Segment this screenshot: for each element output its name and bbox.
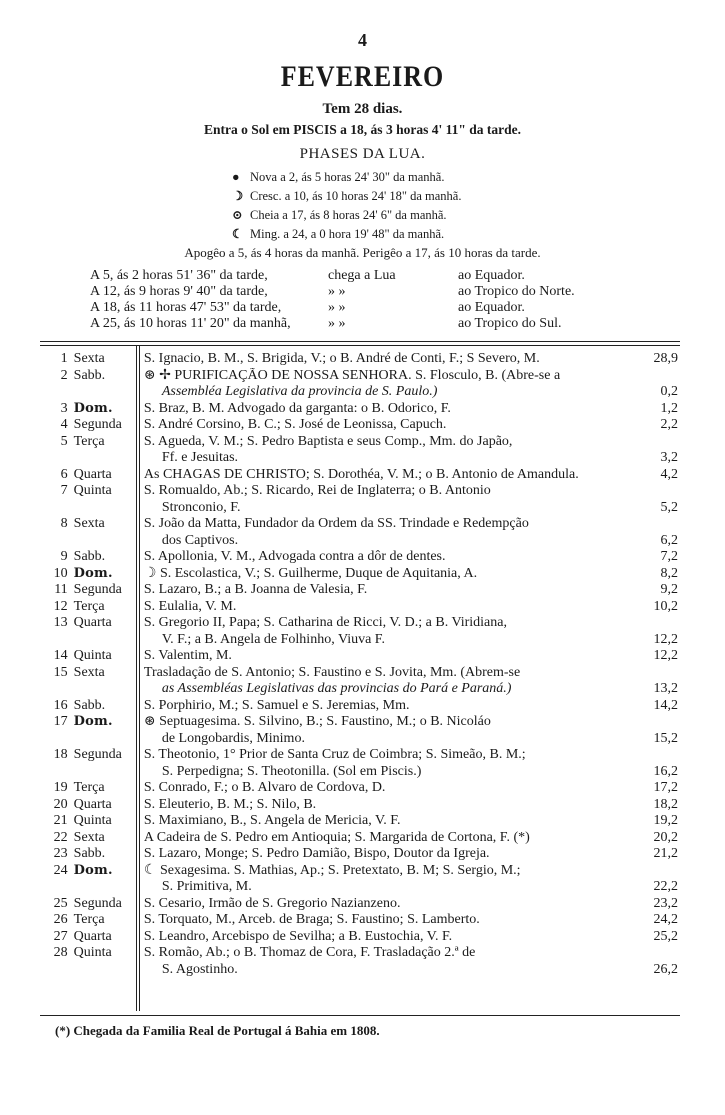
moon-age: 13,2 [653, 681, 678, 696]
calendar-table [42, 351, 678, 978]
day-number [42, 879, 74, 896]
weekday [74, 764, 135, 781]
day-number [42, 731, 74, 748]
apogee-perigee: Apogêo a 5, ás 4 horas da manhã. Perigêo a 17, ás 10 horas da tarde. [184, 245, 541, 260]
day-row [42, 863, 678, 896]
moon-age: 28,9 [653, 351, 679, 366]
weekday: Dom. [73, 714, 113, 729]
footnote: (*) Chegada da Familia Real de Portugal á Bahia em 1808. [55, 1023, 380, 1038]
weekday: Terça [73, 780, 105, 795]
moon-age: 26,2 [653, 961, 678, 977]
day-number [42, 450, 74, 467]
day-number: 6 [60, 466, 68, 482]
saints-text: S. Valentim, M. [143, 648, 232, 663]
saints-text: A Cadeira de S. Pedro em Antioquia; S. Margarida de Cortona, F. (*) [143, 829, 530, 845]
day-row [42, 599, 678, 616]
day-number: 13 [53, 615, 68, 630]
moon-age: 8,2 [660, 565, 679, 581]
weekday: Dom. [73, 862, 113, 878]
saints-text: S. Maximiano, B., S. Angela de Mericia, V. F. [143, 813, 401, 828]
month-title: FEVEREIRO [280, 59, 445, 94]
moon-age [642, 615, 678, 632]
weekday: Sabb. [73, 367, 106, 383]
saints-text: As CHAGAS DE CHRISTO; S. Dorothéa, V. M.; o B. Antonio de Amandula. [143, 466, 579, 482]
weekday [74, 632, 135, 649]
day-number: 14 [53, 648, 68, 663]
moon-age: 2,2 [660, 417, 679, 432]
day-row [42, 780, 678, 797]
moon-age [642, 483, 678, 500]
moon-age: 3,2 [660, 450, 678, 465]
saints-text: S. Eleuterio, B. M.; S. Nilo, B. [143, 796, 317, 812]
saints-text: S. Leandro, Arcebispo de Sevilha; a B. Eustochia, V. F. [143, 928, 453, 944]
weekday: Quarta [73, 615, 112, 630]
moon-age [642, 863, 678, 880]
moon-age: 9,2 [660, 582, 679, 597]
saints-text: S. Porphirio, M.; S. Samuel e S. Jeremias, Mm. [143, 697, 410, 713]
day-number: 24 [53, 862, 68, 878]
day-row [42, 945, 678, 978]
moon-age: 22,2 [653, 879, 678, 894]
phase-new [232, 168, 461, 187]
equator-row: A 5, ás 2 horas 51' 36" da tarde, chega a Lua ao Equador. [90, 268, 525, 283]
day-number: 12 [53, 598, 68, 614]
saints-text: S. Lazaro, Monge; S. Pedro Damião, Bispo, Doutor da Igreja. [143, 846, 490, 861]
day-row [42, 846, 678, 863]
saints-text: S. Theotonio, 1° Prior de Santa Cruz de Coimbra; S. Simeão, B. M.; [143, 747, 526, 762]
weekday [74, 962, 135, 979]
day-number: 26 [53, 912, 68, 927]
day-number [42, 962, 74, 979]
day-number: 21 [53, 813, 68, 828]
moon-age: 10,2 [653, 598, 679, 614]
equator-row: A 12, ás 9 horas 9' 40" da tarde, » » ao Tropico do Norte. [90, 284, 575, 299]
phase-text: Cresc. a 10, ás 10 horas 24' 18" da manhã. [250, 189, 462, 203]
moon-age: 19,2 [653, 813, 679, 828]
divider [40, 341, 680, 342]
day-row [42, 351, 678, 368]
weekday: Quinta [73, 813, 112, 828]
day-row [42, 467, 678, 484]
saints-text: S. Torquato, M., Arceb. de Braga; S. Faustino; S. Lamberto. [143, 912, 480, 927]
phases-title: PHASES DA LUA. [299, 146, 426, 162]
last-quarter-icon: ☾ [232, 227, 244, 241]
weekday [74, 731, 135, 748]
saints-text: Trasladação de S. Antonio; S. Faustino e S. Jovita, Mm. (Abrem-se [143, 664, 521, 680]
weekday: Quinta [73, 945, 112, 960]
saints-text: S. Perpedigna; S. Theotonilla. (Sol em Piscis.) [161, 763, 422, 779]
day-number: 25 [53, 895, 68, 911]
weekday: Quarta [73, 928, 112, 944]
day-number: 18 [53, 747, 68, 762]
weekday: Quarta [73, 466, 112, 482]
day-number: 9 [60, 549, 68, 564]
phase-text: Nova a 2, ás 5 horas 24' 30" da manhã. [250, 170, 445, 184]
moon-age [642, 434, 678, 451]
phase-crescent [232, 187, 461, 206]
weekday: Terça [73, 433, 105, 449]
weekday: Segunda [73, 417, 122, 432]
saints-text: S. Apollonia, V. M., Advogada contra a dôr de dentes. [143, 549, 446, 564]
day-row [42, 813, 678, 830]
day-row [42, 797, 678, 814]
day-row [42, 516, 678, 549]
weekday: Segunda [73, 747, 122, 762]
day-number: 4 [60, 417, 68, 432]
full-moon-icon: ⊙ [232, 208, 243, 222]
day-row [42, 896, 678, 913]
saints-text: V. F.; a B. Angela de Folhinho, Viuva F. [161, 631, 385, 647]
day-row [42, 582, 678, 599]
saints-text: ⊛ ✢ PURIFICAÇÃO DE NOSSA SENHORA. S. Flosculo, B. (Abre-se a [143, 367, 561, 383]
phase-full [232, 206, 461, 225]
phase-text: Cheia a 17, ás 8 horas 24' 6" da manhã. [250, 208, 447, 222]
day-number: 8 [60, 516, 68, 531]
day-number: 19 [53, 780, 68, 795]
equator-row: A 25, ás 10 horas 11' 20" da manhã, » » ao Tropico do Sul. [90, 316, 562, 331]
moon-phases [232, 168, 461, 244]
weekday: Dom. [73, 565, 113, 581]
weekday: Dom. [73, 400, 113, 416]
moon-age: 0,2 [660, 384, 678, 399]
moon-age: 17,2 [653, 780, 679, 795]
moon-age [642, 714, 678, 731]
moon-age: 16,2 [653, 763, 678, 779]
day-number: 5 [60, 433, 68, 449]
saints-text: de Longobardis, Minimo. [161, 730, 305, 746]
day-row [42, 417, 678, 434]
saints-text: S. André Corsino, B. C.; S. José de Leonissa, Capuch. [143, 417, 447, 432]
day-row [42, 929, 678, 946]
weekday: Sabb. [73, 697, 106, 713]
moon-age: 4,2 [660, 466, 679, 482]
moon-age: 6,2 [660, 532, 678, 548]
weekday: Terça [73, 598, 105, 614]
saints-text: S. Romão, Ab.; o B. Thomaz de Cora, F. Trasladação 2.ª de [143, 945, 476, 960]
day-number: 22 [53, 829, 68, 845]
moon-age: 18,2 [653, 796, 679, 812]
moon-age: 1,2 [660, 400, 679, 416]
day-number: 3 [60, 400, 68, 416]
day-number [42, 500, 74, 517]
first-quarter-icon: ☽ [232, 189, 244, 203]
day-row [42, 566, 678, 583]
phase-text: Ming. a 24, a 0 hora 19' 48" da manhã. [250, 227, 445, 241]
day-row [42, 368, 678, 401]
day-number: 10 [53, 565, 68, 581]
day-row [42, 830, 678, 847]
moon-age [642, 665, 678, 682]
moon-age: 25,2 [653, 928, 679, 944]
saints-text: S. Cesario, Irmão de S. Gregorio Nazianzeno. [143, 895, 401, 911]
moon-equator-table [90, 268, 575, 332]
day-row [42, 747, 678, 780]
moon-age [642, 945, 678, 962]
moon-age: 14,2 [653, 697, 679, 713]
day-row [42, 698, 678, 715]
weekday [74, 533, 135, 550]
day-row [42, 665, 678, 698]
day-number: 17 [53, 714, 68, 729]
equator-row: A 18, ás 11 horas 47' 53" da tarde, » » ao Equador. [90, 300, 525, 315]
saints-text: S. Eulalia, V. M. [143, 598, 237, 614]
moon-age: 20,2 [653, 829, 679, 845]
weekday [74, 500, 135, 517]
saints-text: S. João da Matta, Fundador da Ordem da SS. Trindade e Redempção [143, 516, 529, 531]
weekday [74, 879, 135, 896]
day-row [42, 401, 678, 418]
saints-text: ⊛ Septuagesima. S. Silvino, B.; S. Faustino, M.; o B. Nicoláo [143, 714, 491, 729]
day-row [42, 648, 678, 665]
saints-text: S. Romualdo, Ab.; S. Ricardo, Rei de Inglaterra; o B. Antonio [143, 483, 491, 498]
day-number: 15 [53, 664, 68, 680]
day-number [42, 533, 74, 550]
new-moon-icon: ● [232, 170, 240, 184]
day-number: 20 [53, 796, 68, 812]
moon-age: 24,2 [653, 912, 679, 927]
weekday: Segunda [73, 582, 122, 597]
saints-text: S. Lazaro, B.; a B. Joanna de Valesia, F. [143, 582, 368, 597]
days-count: Tem 28 dias. [322, 101, 403, 117]
day-number [42, 681, 74, 698]
moon-age: 21,2 [653, 846, 679, 861]
saints-text: S. Braz, B. M. Advogado da garganta: o B. Odorico, F. [143, 400, 451, 416]
saints-text: S. Gregorio II, Papa; S. Catharina de Ricci, V. D.; a B. Viridiana, [143, 615, 507, 630]
day-row [42, 483, 678, 516]
day-row [42, 912, 678, 929]
weekday [74, 384, 135, 401]
saints-text: dos Captivos. [161, 532, 239, 548]
saints-text: ☽ S. Escolastica, V.; S. Guilherme, Duque de Aquitania, A. [143, 565, 478, 581]
weekday: Quarta [73, 796, 112, 812]
day-number: 23 [53, 846, 68, 861]
weekday: Quinta [73, 483, 112, 498]
day-row [42, 714, 678, 747]
moon-age [642, 747, 678, 764]
day-number: 28 [53, 945, 68, 960]
day-number: 11 [54, 582, 68, 597]
saints-text: Stronconio, F. [161, 499, 241, 515]
moon-age [642, 516, 678, 533]
saints-text: S. Agueda, V. M.; S. Pedro Baptista e seus Comp., Mm. do Japão, [143, 433, 513, 449]
day-number [42, 764, 74, 781]
weekday [74, 450, 135, 467]
saints-text: S. Primitiva, M. [161, 879, 252, 894]
footnote-divider [40, 1015, 680, 1016]
weekday: Sexta [73, 516, 105, 531]
day-number [42, 632, 74, 649]
moon-age [642, 368, 678, 385]
weekday: Sexta [73, 351, 105, 366]
day-row [42, 434, 678, 467]
moon-age: 15,2 [653, 730, 678, 746]
page-number: 4 [358, 30, 367, 50]
sun-entry: Entra o Sol em PISCIS a 18, ás 3 horas 4' 11" da tarde. [204, 122, 521, 137]
saints-text: ☾ Sexagesima. S. Mathias, Ap.; S. Pretextato, B. M; S. Sergio, M.; [143, 862, 521, 878]
day-row [42, 615, 678, 648]
weekday: Terça [73, 912, 105, 927]
moon-age: 23,2 [653, 895, 679, 911]
weekday: Sexta [73, 829, 105, 845]
day-number: 16 [53, 697, 68, 713]
moon-age: 5,2 [660, 499, 678, 515]
weekday: Quinta [73, 648, 112, 663]
saints-text: as Assembléas Legislativas das provincias do Pará e Paraná.) [161, 681, 512, 696]
moon-age: 12,2 [653, 631, 678, 647]
weekday: Sexta [73, 664, 105, 680]
weekday [74, 681, 135, 698]
saints-text: S. Agostinho. [161, 961, 238, 977]
day-number: 27 [53, 928, 68, 944]
day-row [42, 549, 678, 566]
weekday: Sabb. [73, 549, 106, 564]
saints-text: S. Ignacio, B. M., S. Brigida, V.; o B. André de Conti, F.; S Severo, M. [143, 351, 540, 366]
day-number: 7 [60, 483, 68, 498]
saints-text: S. Conrado, F.; o B. Alvaro de Cordova, D. [143, 780, 386, 795]
day-number: 2 [60, 367, 68, 383]
moon-age: 7,2 [660, 549, 679, 564]
phase-waning [232, 225, 461, 244]
day-number: 1 [60, 351, 68, 366]
saints-text: Ff. e Jesuitas. [161, 450, 239, 465]
weekday: Segunda [73, 895, 122, 911]
weekday: Sabb. [73, 846, 106, 861]
saints-text: Assembléa Legislativa da provincia de S. Paulo.) [161, 384, 438, 399]
moon-age: 12,2 [653, 648, 679, 663]
day-number [42, 384, 74, 401]
